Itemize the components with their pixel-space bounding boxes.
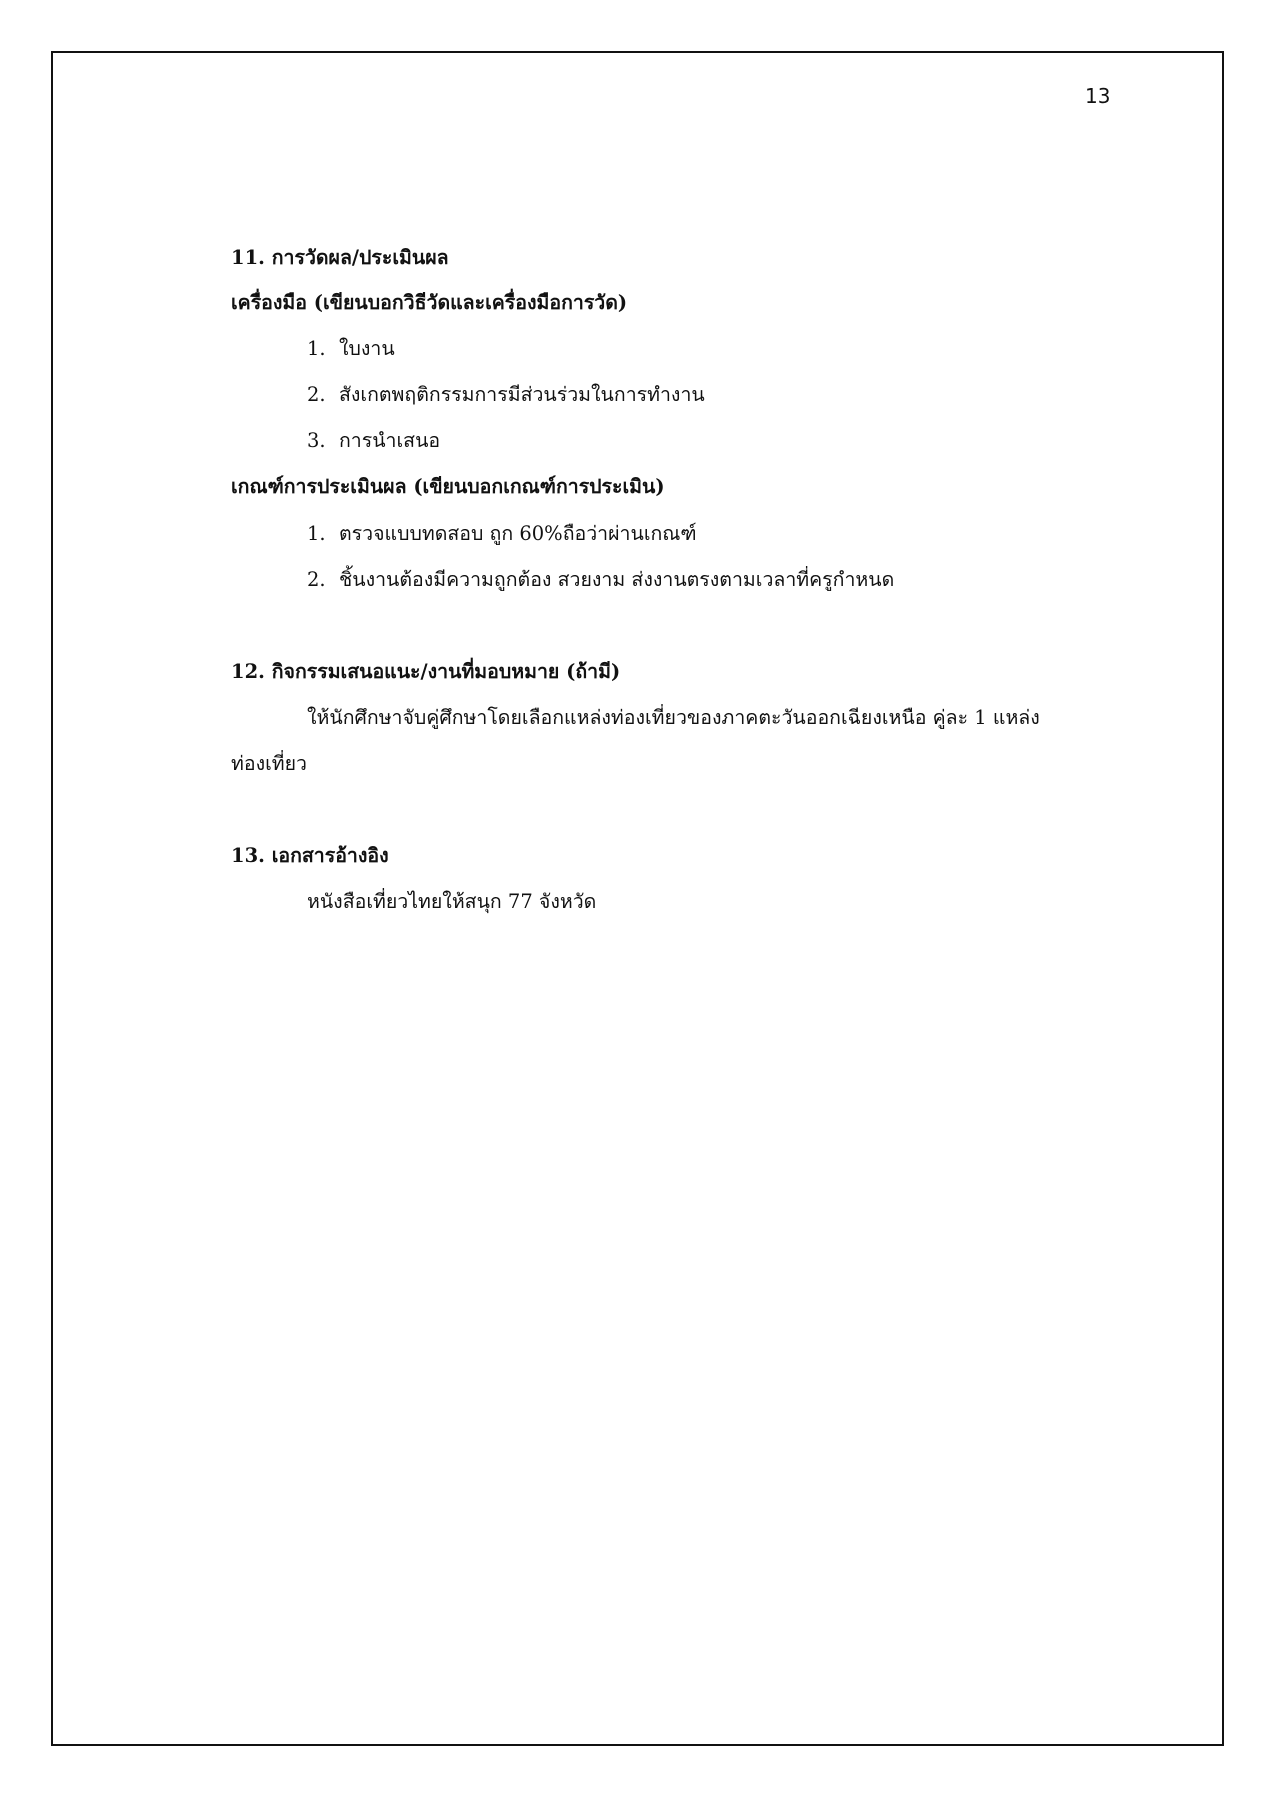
tool-item-3 bbox=[307, 427, 440, 455]
section-13-body: หนังสือเที่ยวไทยให้สนุก 77 จังหวัด bbox=[307, 890, 597, 913]
criteria-item-1-number: 1. bbox=[307, 522, 326, 545]
criteria-item-2 bbox=[307, 566, 894, 594]
tool-item-3-text: การนำเสนอ bbox=[339, 429, 441, 452]
tool-item-1-text: ใบงาน bbox=[339, 337, 395, 360]
page-number: 13 bbox=[1085, 84, 1111, 108]
tool-item-1-number: 1. bbox=[307, 337, 326, 360]
section-13-title: 13. เอกสารอ้างอิง bbox=[231, 844, 389, 867]
section-12-title: 12. กิจกรรมเสนอแนะ/งานที่มอบหมาย (ถ้ามี) bbox=[231, 660, 621, 683]
tool-item-2-text: สังเกตพฤติกรรมการมีส่วนร่วมในการทำงาน bbox=[339, 383, 705, 406]
tool-item-2 bbox=[307, 381, 705, 409]
criteria-heading: เกณฑ์การประเมินผล (เขียนบอกเกณฑ์การประเมิน) bbox=[231, 475, 665, 498]
criteria-item-2-text: ชิ้นงานต้องมีความถูกต้อง สวยงาม ส่งงานตรงตามเวลาที่ครูกำหนด bbox=[339, 568, 895, 591]
section-12-body-line-2: ท่องเที่ยว bbox=[231, 752, 307, 775]
criteria-item-2-number: 2. bbox=[307, 568, 326, 591]
section-11-title: 11. การวัดผล/ประเมินผล bbox=[231, 246, 449, 269]
tools-heading: เครื่องมือ (เขียนบอกวิธีวัดและเครื่องมือการวัด) bbox=[231, 291, 628, 314]
criteria-item-1-text: ตรวจแบบทดสอบ ถูก 60%ถือว่าผ่านเกณฑ์ bbox=[339, 522, 697, 545]
tool-item-3-number: 3. bbox=[307, 429, 326, 452]
criteria-item-1 bbox=[307, 520, 697, 548]
page-border bbox=[51, 51, 1224, 1746]
section-12-body-line-1: ให้นักศึกษาจับคู่ศึกษาโดยเลือกแหล่งท่องเที่ยวของภาคตะวันออกเฉียงเหนือ คู่ละ 1 แหล่ง bbox=[307, 706, 1040, 729]
tool-item-2-number: 2. bbox=[307, 383, 326, 406]
tool-item-1 bbox=[307, 335, 395, 363]
